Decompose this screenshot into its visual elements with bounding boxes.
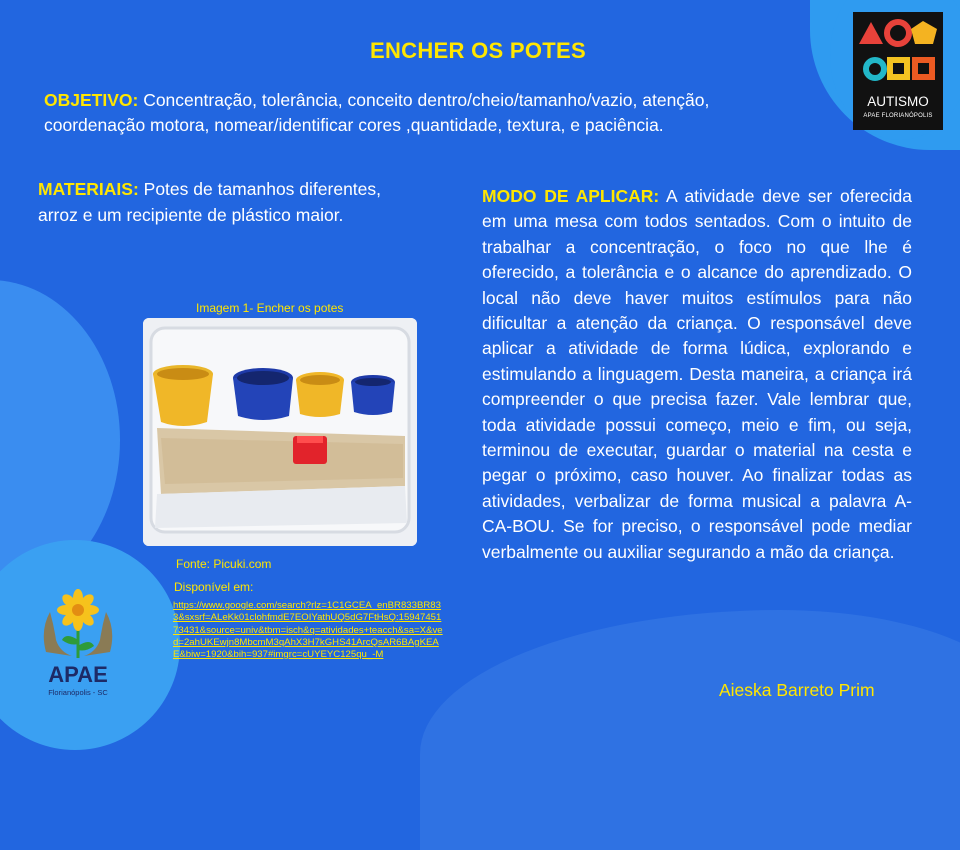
modo-label: MODO DE APLICAR: (482, 186, 660, 206)
autismo-shapes-icon (853, 12, 943, 92)
author-name: Aieska Barreto Prim (719, 680, 875, 700)
apae-logo-name: APAE (48, 662, 108, 687)
activity-photo (143, 318, 417, 546)
materiais-text: Potes de tamanhos diferentes, arroz e um recipiente de plástico maior. (38, 179, 382, 225)
modo-text: A atividade deve ser oferecida em uma mesa com todos sentados. Com o intuito de trabalhar a concentração, o foco no que lhe é oferecido, a tolerância e o alcance do aprendizado. O local não deve haver muitos estímulos para não dificultar a atenção da criança. O responsável deve aplicar a atividade de forma lúdica, explorando e estimulando a linguagem. Desta maneira, a criança irá compreender o que precisa fazer. Vale lembrar que, toda atividade possui começo, meio e fim, ou seja, terminou de executar, guardar o material na cesta e pegar o próximo, caso houver. Ao finalizar todas as atividades, verbalizar de forma musical a palavra A-CA-BOU. Se for preciso, o responsável pode mediar verbalmente ou auxiliar segurando a mão da criança. (482, 186, 912, 562)
apae-logo (36, 582, 120, 700)
modo-paragraph (482, 184, 912, 565)
image-caption: Imagem 1- Encher os potes (196, 301, 344, 315)
materiais-label: MATERIAIS: (38, 179, 139, 199)
pots-rice-illustration (143, 318, 417, 546)
objetivo-text: Concentração, tolerância, conceito dentro/cheio/tamanho/vazio, atenção, coordenação motora, nomear/identificar cores ,quantidade, textura, e paciência. (44, 90, 710, 135)
apae-logo-sub: Florianópolis - SC (48, 688, 108, 697)
autismo-logo (853, 12, 943, 130)
objetivo-label: OBJETIVO: (44, 90, 139, 110)
decor-blob-bottom-right (420, 610, 960, 850)
autismo-logo-sub: APAE FLORIANÓPOLIS (863, 113, 933, 119)
image-source: Fonte: Picuki.com (176, 557, 272, 571)
page-title: ENCHER OS POTES (370, 38, 586, 63)
source-url-link[interactable]: https://www.google.com/search?rlz=1C1GCEA_enBR833BR833&sxsrf=ALeKk01clohfmdE7EOIYathUQ5dG7FtHsQ:1594745173431&source=univ&tbm=isch&q=atividades+teacch&sa=X&ved=2ahUKEwjn8MbcmM3qAhX3H7kGHS41ArcQsAR6BAgKEAE&biw=1920&bih=937#imgrc=cUYEYC125qu_-M (173, 600, 443, 661)
materiais-paragraph (38, 176, 398, 228)
autismo-logo-name: AUTISMO (867, 94, 929, 109)
objetivo-paragraph (44, 88, 804, 138)
available-at-label: Disponível em: (174, 580, 254, 594)
